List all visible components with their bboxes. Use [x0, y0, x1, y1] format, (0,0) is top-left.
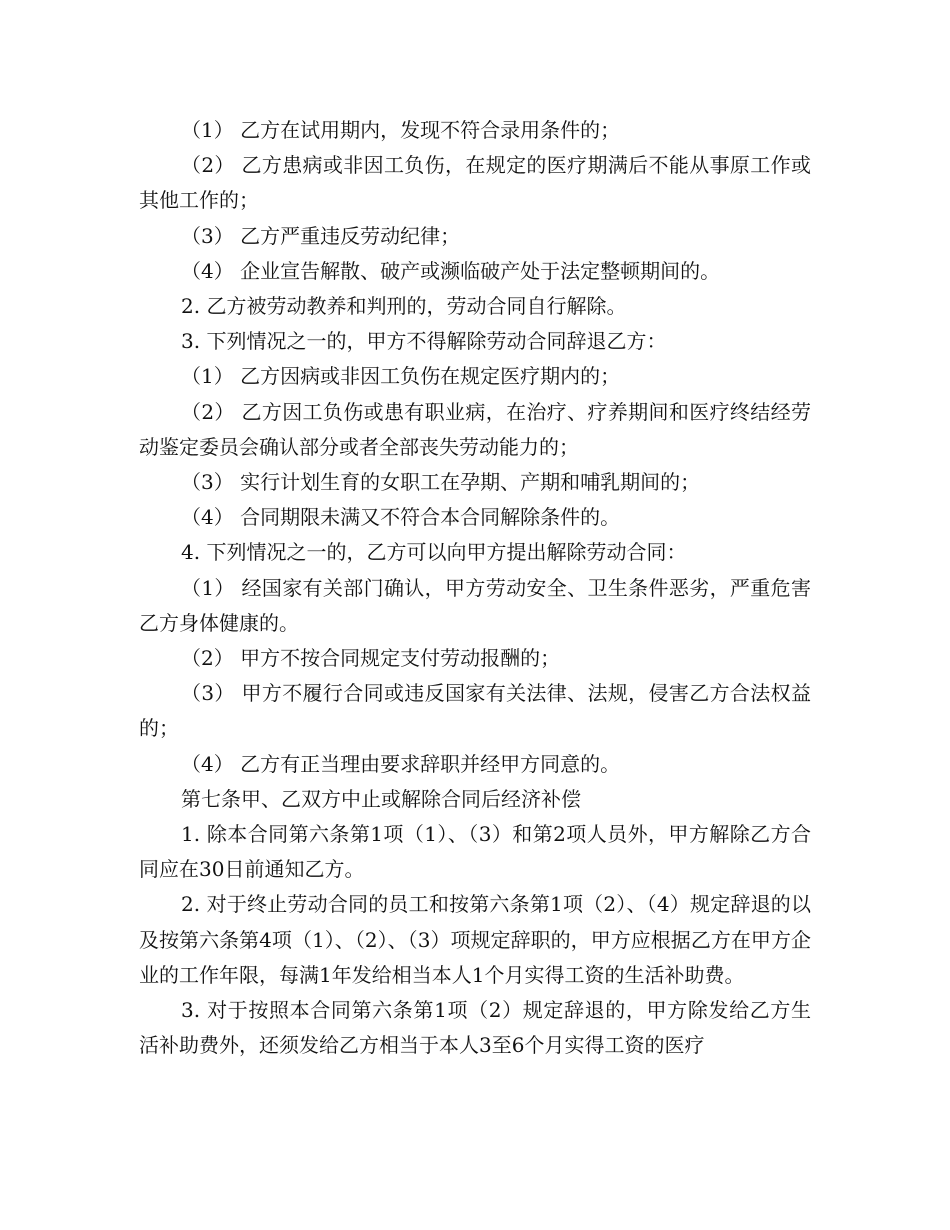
paragraph: 2. 乙方被劳动教养和判刑的，劳动合同自行解除。 — [181, 294, 627, 319]
paragraph: （2） 甲方不按合同规定支付劳动报酬的； — [181, 646, 561, 671]
paragraph: （2） 乙方患病或非因工负伤，在规定的医疗期满后不能从事原工作或其他工作的； — [139, 153, 811, 213]
paragraph: （4） 企业宣告解散、破产或濒临破产处于法定整顿期间的。 — [181, 258, 721, 283]
paragraph: （3） 乙方严重违反劳动纪律； — [181, 223, 461, 248]
paragraph: 4. 下列情况之一的，乙方可以向甲方提出解除劳动合同： — [181, 540, 687, 565]
section-heading: 第七条甲、乙双方中止或解除合同后经济补偿 — [181, 786, 581, 811]
paragraph: （4） 合同期限未满又不符合本合同解除条件的。 — [181, 505, 621, 530]
paragraph: 3. 对于按照本合同第六条第1项（2）规定辞退的，甲方除发给乙方生活补助费外，还须发给乙方相当于本人3至6个月实得工资的医疗 — [139, 998, 811, 1058]
paragraph: （1） 乙方在试用期内，发现不符合录用条件的； — [181, 118, 621, 142]
paragraph: 3. 下列情况之一的，甲方不得解除劳动合同辞退乙方： — [181, 329, 667, 354]
paragraph: （1） 经国家有关部门确认，甲方劳动安全、卫生条件恶劣，严重危害乙方身体健康的。 — [139, 575, 811, 635]
paragraph: 2. 对于终止劳动合同的员工和按第六条第1项（2）、（4）规定辞退的以及按第六条第4项（1）、（2）、（3）项规定辞职的，甲方应根据乙方在甲方企业的工作年限，每满1年发给相当本人1个月实得工资的生活补助费。 — [139, 892, 811, 987]
paragraph: 1. 除本合同第六条第1项（1）、（3）和第2项人员外，甲方解除乙方合同应在30日前通知乙方。 — [139, 822, 811, 882]
paragraph: （3） 甲方不履行合同或违反国家有关法律、法规，侵害乙方合法权益的； — [139, 681, 811, 741]
paragraph: （2） 乙方因工负伤或患有职业病，在治疗、疗养期间和医疗终结经劳动鉴定委员会确认部分或者全部丧失劳动能力的； — [139, 399, 811, 459]
document-body — [139, 113, 811, 1063]
paragraph: （4） 乙方有正当理由要求辞职并经甲方同意的。 — [181, 751, 621, 776]
paragraph: （1） 乙方因病或非因工负伤在规定医疗期内的； — [181, 364, 621, 389]
paragraph: （3） 实行计划生育的女职工在孕期、产期和哺乳期间的； — [181, 470, 701, 495]
